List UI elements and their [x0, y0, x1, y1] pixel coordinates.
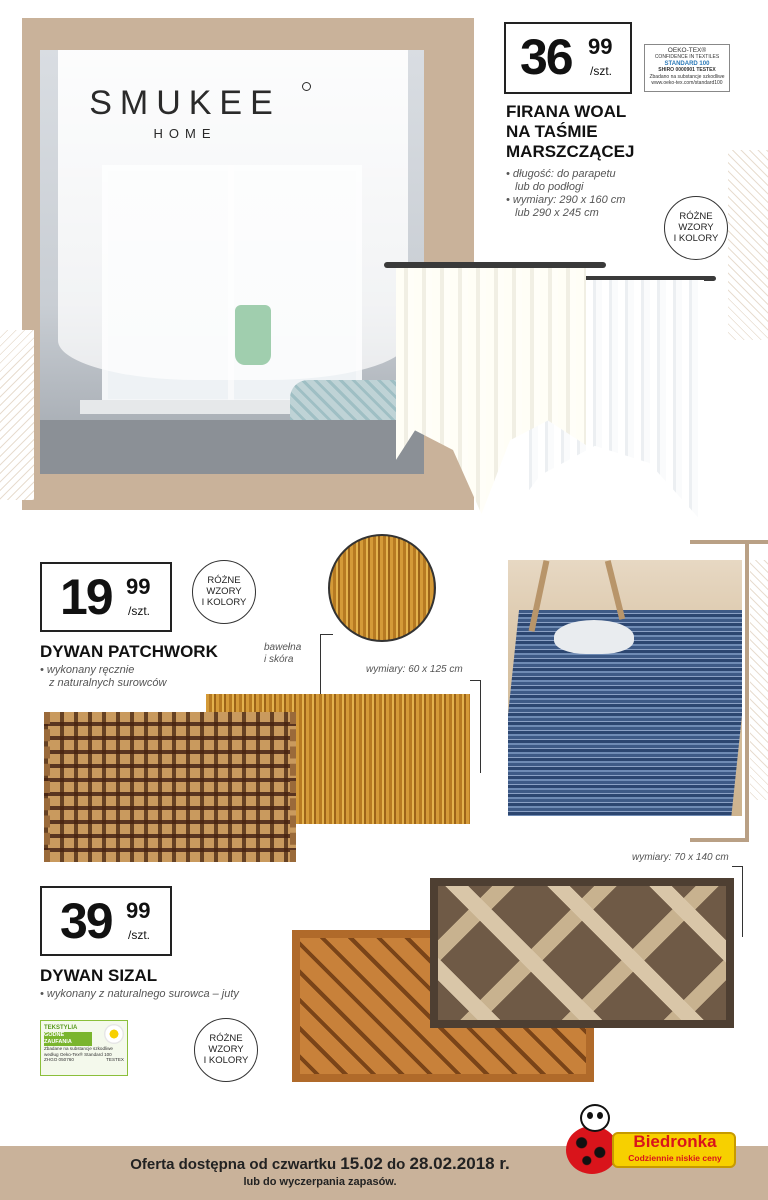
ladybug-icon	[566, 1126, 618, 1174]
price-unit: /szt.	[128, 928, 151, 942]
oekotex-line1: CONFIDENCE IN TEXTILES	[654, 54, 720, 60]
curtain-rod-1	[384, 262, 606, 268]
material-connector	[320, 634, 333, 695]
price-tag-sizal	[40, 886, 172, 956]
bullet-dot: •	[506, 168, 513, 180]
jute-patchwork-rug	[44, 712, 296, 862]
mid-frame-line-bottom	[690, 838, 749, 842]
patchwork-bullet-line2: z naturalnych surowców	[49, 677, 167, 689]
variants-line3: I KOLORY	[201, 597, 247, 608]
footer-offer-line	[0, 1154, 640, 1175]
ladybug-head	[580, 1104, 610, 1132]
footer-note: lub do wyczerpania zapasów.	[243, 1176, 397, 1188]
footer-text-a: Oferta dostępna od czwartku	[130, 1156, 341, 1173]
variants-line3: I KOLORY	[203, 1055, 249, 1066]
sizal-dimensions: wymiary: 70 x 140 cm	[632, 852, 729, 863]
footer-offer	[0, 1154, 640, 1189]
price-integer: 36	[520, 29, 572, 85]
patchwork-dimensions: wymiary: 60 x 125 cm	[366, 664, 463, 675]
textile-line4: według Oeko-Tex® Standard 100	[44, 1051, 112, 1057]
curtain-title-line3: MARSZCZĄCEJ	[506, 142, 635, 161]
material-line2: i skóra	[264, 654, 294, 665]
bullet-dot: •	[40, 664, 47, 676]
oekotex-line3: SHIRO 0000901 TESTEX	[658, 67, 716, 73]
variants-line2: WZORY	[678, 222, 714, 233]
variants-line2: WZORY	[208, 1044, 244, 1055]
textile-line1: TEKSTYLIA	[44, 1025, 78, 1031]
curtain-bullet1-line2: lub do podłogi	[515, 181, 584, 193]
store-name: Biedronka	[633, 1132, 717, 1151]
patchwork-title: DYWAN PATCHWORK	[40, 642, 218, 661]
variants-line1: RÓŻNE	[207, 575, 241, 586]
slippers	[554, 620, 634, 654]
oekotex-badge	[644, 44, 730, 92]
sizal-title: DYWAN SIZAL	[40, 966, 158, 985]
right-diagonal-pattern	[728, 150, 768, 340]
sofa	[40, 420, 424, 474]
sizal-specs	[40, 988, 239, 1001]
curtain-specs	[506, 168, 625, 220]
brand-sub: HOME	[153, 126, 217, 141]
variants-badge-patchwork	[192, 560, 256, 624]
oekotex-line4: Zbadano na substancje szkodliwe	[649, 73, 725, 80]
biedronka-logo	[566, 1098, 756, 1180]
bullet-dot: •	[40, 988, 47, 1000]
textile-line3: Zbadane na substancje szkodliwe	[44, 1046, 113, 1051]
material-note	[264, 642, 301, 666]
patchwork-dimension-line	[470, 680, 481, 773]
textile-line5: ZHGO 050760	[44, 1057, 74, 1063]
oekotex-line5: www.oeko-tex.com/standard100	[651, 80, 723, 86]
vase-flowers	[235, 305, 271, 365]
sizal-bullet: wykonany z naturalnego surowca – juty	[46, 988, 239, 1000]
brand-degree-mark	[302, 82, 311, 91]
footer-text-b: do	[382, 1156, 410, 1173]
right-diagonal-pattern-lower	[750, 560, 768, 800]
price-decimal: 99	[588, 34, 613, 59]
variants-line1: RÓŻNE	[679, 211, 713, 222]
store-tagline: Codziennie niskie ceny	[628, 1153, 722, 1163]
variants-line1: RÓŻNE	[209, 1033, 243, 1044]
curtain-bullet1-line1: długość: do parapetu	[512, 168, 616, 180]
price-unit: /szt.	[128, 604, 151, 618]
curtain-bullet2-line2: lub 290 x 245 cm	[515, 207, 599, 219]
price-decimal: 99	[126, 898, 151, 923]
flower-icon	[104, 1024, 124, 1044]
textile-line2: GODNE ZAUFANIA	[44, 1032, 92, 1046]
mid-frame-line-right	[745, 540, 749, 840]
ladybug-eye	[587, 1112, 593, 1119]
diamond-sizal-rug	[430, 878, 734, 1028]
footer-date-from: 15.02	[340, 1154, 383, 1173]
bullet-dot: •	[506, 194, 513, 206]
brand-name: SMUKEE	[89, 84, 281, 122]
price-tag-curtain	[504, 22, 632, 94]
variants-badge-curtain	[664, 196, 728, 260]
variants-line2: WZORY	[206, 586, 242, 597]
price-unit: /szt.	[590, 64, 613, 78]
footer-date-to: 28.02.2018 r.	[409, 1154, 510, 1173]
textile-footer-row	[44, 1057, 124, 1063]
price-decimal: 99	[126, 574, 151, 599]
material-closeup	[328, 534, 436, 642]
price-integer: 39	[60, 893, 112, 949]
material-line1: bawełna	[264, 642, 302, 653]
textile-line6: TESTEX	[106, 1057, 124, 1063]
patchwork-bullet-line1: wykonany ręcznie	[46, 664, 135, 676]
oekotex-line2: STANDARD 100	[664, 60, 710, 67]
curtain-title	[506, 102, 634, 162]
brand-logo	[60, 84, 310, 141]
oekotex-title: OEKO-TEX®	[667, 47, 707, 54]
curtain-title-line2: NA TAŚMIE	[506, 122, 598, 141]
left-diagonal-pattern	[0, 330, 34, 500]
variants-line3: I KOLORY	[673, 233, 719, 244]
blue-rug-photo	[508, 560, 742, 816]
curtain-title-line1: FIRANA WOAL	[506, 102, 627, 121]
curtain-bullet2-line1: wymiary: 290 x 160 cm	[512, 194, 626, 206]
price-integer: 19	[60, 569, 112, 625]
variants-badge-sizal	[194, 1018, 258, 1082]
ladybug-eye	[597, 1112, 603, 1119]
mid-frame-line-top	[690, 540, 768, 544]
price-tag-patchwork	[40, 562, 172, 632]
patchwork-specs	[40, 664, 166, 690]
